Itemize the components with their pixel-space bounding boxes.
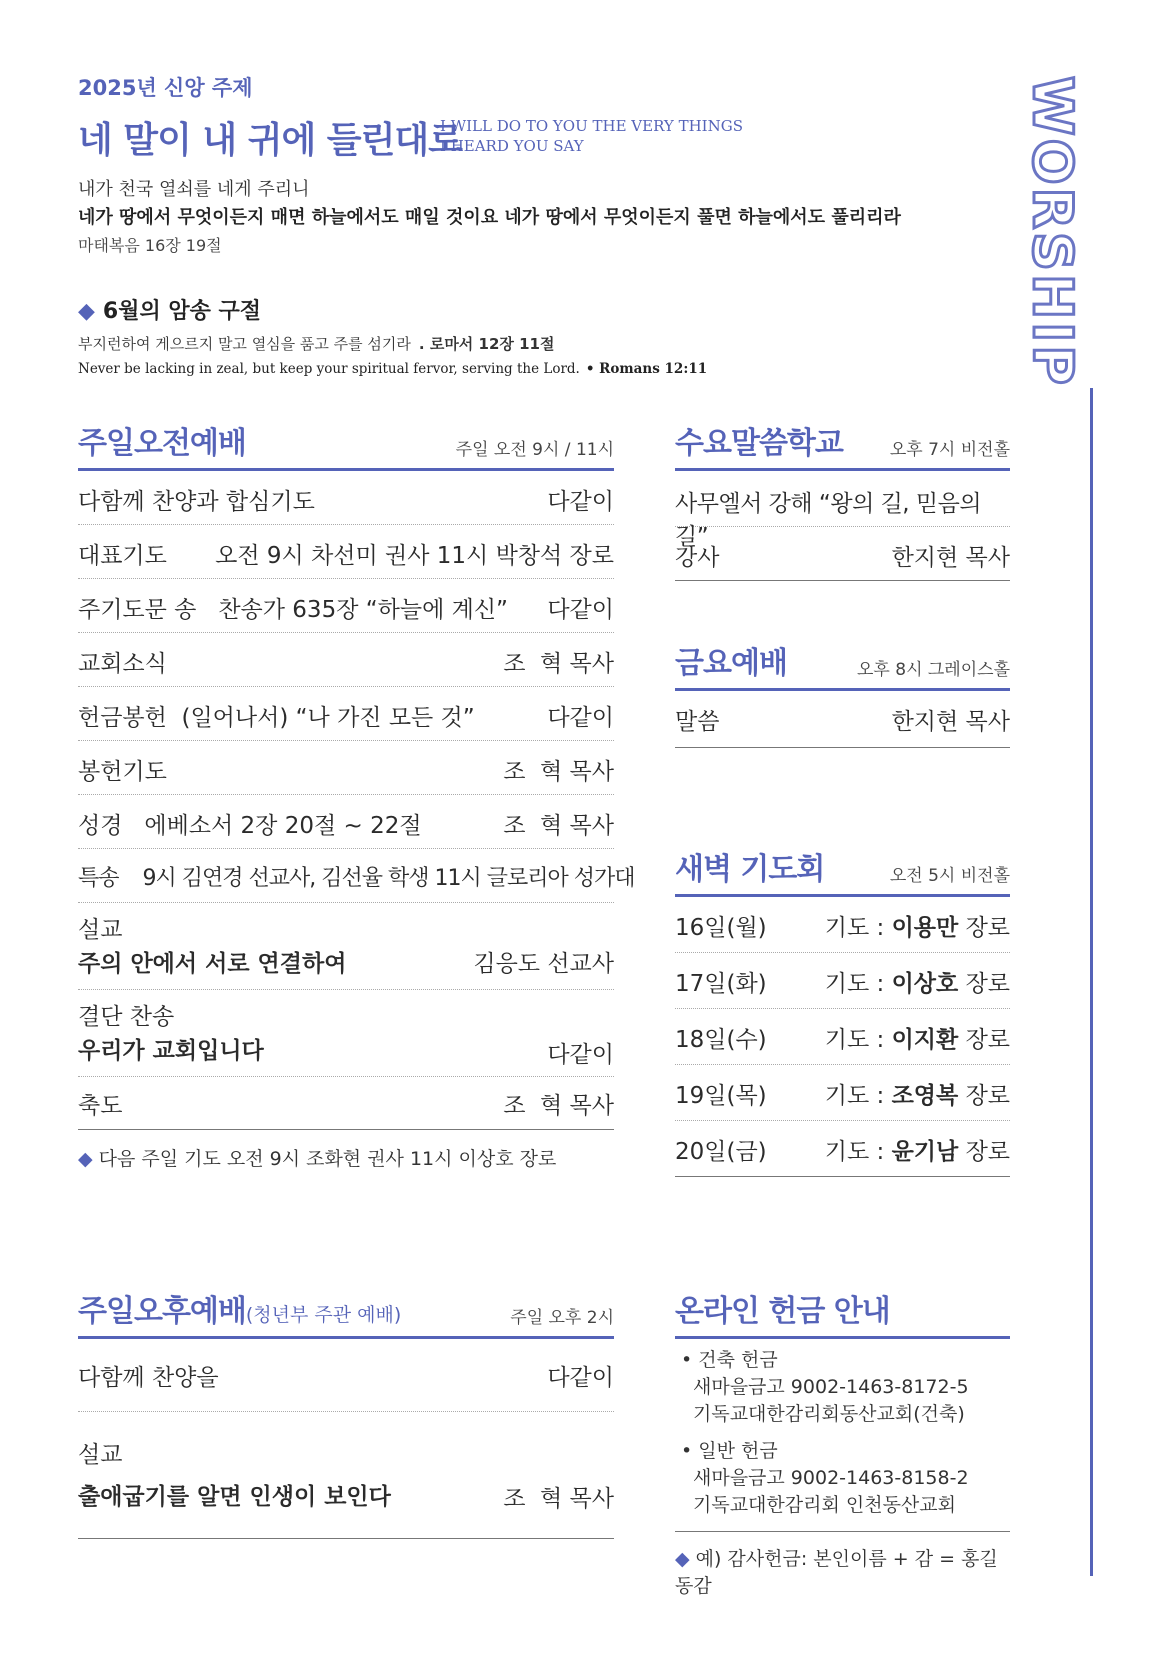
section-header bbox=[78, 422, 614, 471]
order-leader: 다같이 bbox=[547, 1365, 614, 1391]
order-item: 성경 에베소서 2장 20절 ~ 22절 bbox=[78, 813, 422, 839]
order-item: 설교 bbox=[78, 1442, 123, 1468]
memory-verse-en-ref: • Romans 12:11 bbox=[585, 361, 708, 377]
order-item: 결단 찬송 bbox=[78, 1004, 175, 1030]
section-title: 온라인 헌금 안내 bbox=[675, 1294, 890, 1329]
section-title: 주일오전예배 bbox=[78, 426, 246, 461]
prayer-name: 조영복 bbox=[891, 1083, 959, 1109]
order-row bbox=[78, 741, 614, 795]
prayer-row bbox=[675, 1065, 1010, 1121]
memory-verse-english bbox=[78, 361, 707, 377]
order-item: 강사 bbox=[675, 545, 720, 571]
eng-title-line1: I WILL DO TO YOU THE VERY THINGS bbox=[440, 117, 743, 135]
order-item: 헌금봉헌 (일어나서) “나 가진 모든 것” bbox=[78, 705, 475, 731]
memory-verse-en-text: Never be lacking in zeal, but keep your spiritual fervor, serving the Lord. bbox=[78, 361, 580, 377]
friday-section bbox=[675, 642, 1010, 748]
memory-verse-heading bbox=[78, 294, 261, 325]
order-leader: 조 혁 목사 bbox=[503, 1486, 614, 1512]
side-divider-line bbox=[1090, 388, 1093, 1576]
section-time: 오전 5시 비전홀 bbox=[889, 866, 1010, 886]
section-header bbox=[675, 1290, 1010, 1339]
theme-verse-line1: 내가 천국 열쇠를 네게 주리니 bbox=[78, 179, 310, 200]
section-title: 금요예배 bbox=[675, 646, 787, 681]
order-leader: 다같이 bbox=[547, 489, 614, 515]
section-header bbox=[675, 422, 1010, 471]
prayer-title: 장로 bbox=[965, 971, 1010, 997]
order-leader: 다같이 bbox=[547, 705, 614, 731]
prayer-label: 기도 : bbox=[824, 1139, 885, 1165]
online-offering-section bbox=[675, 1290, 1010, 1598]
section-time: 주일 오전 9시 / 11시 bbox=[455, 440, 614, 460]
account-holder: 기독교대한감리회동산교회(건축) bbox=[693, 1403, 965, 1425]
theme-title-english bbox=[440, 116, 743, 156]
section-header bbox=[78, 1290, 614, 1339]
order-item: 말씀 bbox=[675, 709, 720, 735]
diamond-icon: ◆ bbox=[675, 1548, 690, 1570]
memory-verse-ref: . 로마서 12장 11절 bbox=[418, 335, 555, 353]
order-row bbox=[78, 471, 614, 525]
section-title bbox=[78, 1286, 401, 1330]
prayer-day: 20일(금) bbox=[675, 1139, 767, 1165]
order-item: 교회소식 bbox=[78, 651, 167, 677]
account-label: • 일반 헌금 bbox=[681, 1440, 778, 1462]
prayer-title: 장로 bbox=[965, 1139, 1010, 1165]
order-row bbox=[78, 633, 614, 687]
order-row bbox=[78, 1412, 614, 1539]
eng-title-line2: I HEARD YOU SAY bbox=[440, 137, 584, 155]
order-row bbox=[675, 471, 1010, 550]
account-holder: 기독교대한감리회 인천동산교회 bbox=[693, 1494, 956, 1516]
order-item: 봉헌기도 bbox=[78, 759, 167, 785]
order-row bbox=[675, 691, 1010, 748]
prayer-day: 18일(수) bbox=[675, 1027, 767, 1053]
order-item: 대표기도 bbox=[78, 543, 167, 569]
section-header bbox=[675, 848, 1010, 897]
lecture-title: 사무엘서 강해 “왕의 길, 믿음의 길” bbox=[675, 491, 982, 550]
theme-verse-line2: 네가 땅에서 무엇이든지 매면 하늘에서도 매일 것이요 네가 땅에서 무엇이든지 풀면 하늘에서도 풀리리라 bbox=[78, 207, 901, 228]
order-leader: 한지현 목사 bbox=[891, 709, 1010, 735]
account-list bbox=[675, 1339, 1010, 1532]
order-item: 설교 bbox=[78, 917, 123, 943]
prayer-day: 17일(화) bbox=[675, 971, 767, 997]
prayer-label: 기도 : bbox=[824, 971, 885, 997]
sermon-title: 출애굽기를 알면 인생이 보인다 bbox=[78, 1484, 391, 1510]
account-item bbox=[681, 1347, 1010, 1428]
prayer-title: 장로 bbox=[965, 915, 1010, 941]
order-leader: 조 혁 목사 bbox=[503, 759, 614, 785]
order-row bbox=[78, 525, 614, 579]
order-row bbox=[78, 849, 635, 903]
diamond-icon: ◆ bbox=[78, 299, 95, 324]
offering-note bbox=[675, 1544, 1010, 1598]
order-leader: 조 혁 목사 bbox=[503, 813, 614, 839]
note-text: 예) 감사헌금: 본인이름 + 감 = 홍길동감 bbox=[675, 1548, 998, 1597]
section-title-main: 주일오후예배 bbox=[78, 1294, 246, 1329]
prayer-row bbox=[675, 897, 1010, 953]
theme-verse-reference: 마태복음 16장 19절 bbox=[78, 236, 222, 255]
order-row bbox=[78, 990, 614, 1077]
prayer-label: 기도 : bbox=[824, 1083, 885, 1109]
section-time: 주일 오후 2시 bbox=[510, 1308, 614, 1328]
account-item bbox=[681, 1438, 1010, 1519]
order-row bbox=[78, 795, 614, 849]
section-header bbox=[675, 642, 1010, 691]
order-row bbox=[675, 527, 1010, 581]
order-leader: 다같이 bbox=[547, 1042, 614, 1068]
prayer-label: 기도 : bbox=[824, 1027, 885, 1053]
order-leader: 조 혁 목사 bbox=[503, 651, 614, 677]
worship-side-label bbox=[1021, 76, 1092, 388]
order-row bbox=[78, 903, 614, 990]
prayer-day: 19일(목) bbox=[675, 1083, 767, 1109]
wednesday-section bbox=[675, 422, 1010, 581]
order-leader: 다같이 bbox=[547, 597, 614, 623]
sunday-afternoon-section bbox=[78, 1290, 614, 1539]
account-number[interactable]: 새마을금고 9002-1463-8172-5 bbox=[693, 1376, 969, 1398]
memory-verse-title: 6월의 암송 구절 bbox=[102, 299, 262, 324]
note-text: 다음 주일 기도 오전 9시 조화현 권사 11시 이상호 장로 bbox=[98, 1148, 557, 1170]
next-week-note bbox=[78, 1144, 614, 1171]
prayer-name: 이용만 bbox=[891, 915, 959, 941]
order-leader: 한지현 목사 bbox=[891, 545, 1010, 571]
worship-text: WORSHIP bbox=[1021, 76, 1084, 388]
order-item: 특송 9시 김연경 선교사, 김선율 학생 11시 글로리아 성가대 bbox=[78, 866, 635, 891]
order-item: 다함께 찬양과 합심기도 bbox=[78, 489, 315, 515]
section-title: 수요말씀학교 bbox=[675, 426, 843, 461]
section-time: 오후 8시 그레이스홀 bbox=[857, 660, 1010, 680]
prayer-name: 이상호 bbox=[891, 971, 959, 997]
prayer-day: 16일(월) bbox=[675, 915, 767, 941]
order-item: 다함께 찬양을 bbox=[78, 1365, 219, 1391]
order-row bbox=[78, 687, 614, 741]
dawn-prayer-section bbox=[675, 848, 1010, 1177]
order-item: 주기도문 송 찬송가 635장 “하늘에 계신” bbox=[78, 597, 508, 623]
prayer-name: 이지환 bbox=[891, 1027, 959, 1053]
section-title-sub: (청년부 주관 예배) bbox=[245, 1304, 402, 1326]
account-label: • 건축 헌금 bbox=[681, 1349, 778, 1371]
account-number[interactable]: 새마을금고 9002-1463-8158-2 bbox=[693, 1467, 969, 1489]
order-row bbox=[78, 1077, 614, 1130]
order-item: 축도 bbox=[78, 1093, 123, 1119]
prayer-label: 기도 : bbox=[824, 915, 885, 941]
prayer-title: 장로 bbox=[965, 1083, 1010, 1109]
section-title: 새벽 기도회 bbox=[675, 852, 825, 887]
memory-verse-text: 부지런하여 게으르지 말고 열심을 품고 주를 섬기라 bbox=[78, 335, 411, 353]
prayer-title: 장로 bbox=[965, 1027, 1010, 1053]
order-leader: 김응도 선교사 bbox=[473, 951, 614, 977]
memory-verse-korean bbox=[78, 333, 554, 354]
year-theme-label: 2025년 신앙 주제 bbox=[78, 76, 253, 100]
prayer-row bbox=[675, 1121, 1010, 1177]
section-time: 오후 7시 비전홀 bbox=[889, 440, 1010, 460]
order-leader: 조 혁 목사 bbox=[503, 1093, 614, 1119]
sermon-title: 주의 안에서 서로 연결하여 bbox=[78, 951, 347, 977]
order-leader: 오전 9시 차선미 권사 11시 박창석 장로 bbox=[215, 543, 614, 569]
order-row bbox=[78, 1339, 614, 1412]
theme-title: 네 말이 내 귀에 들린대로 bbox=[78, 120, 462, 161]
diamond-icon: ◆ bbox=[78, 1148, 93, 1170]
hymn-title: 우리가 교회입니다 bbox=[78, 1038, 264, 1064]
prayer-row bbox=[675, 1009, 1010, 1065]
prayer-name: 윤기남 bbox=[891, 1139, 959, 1165]
sunday-morning-section bbox=[78, 422, 635, 1171]
prayer-row bbox=[675, 953, 1010, 1009]
order-row bbox=[78, 579, 614, 633]
